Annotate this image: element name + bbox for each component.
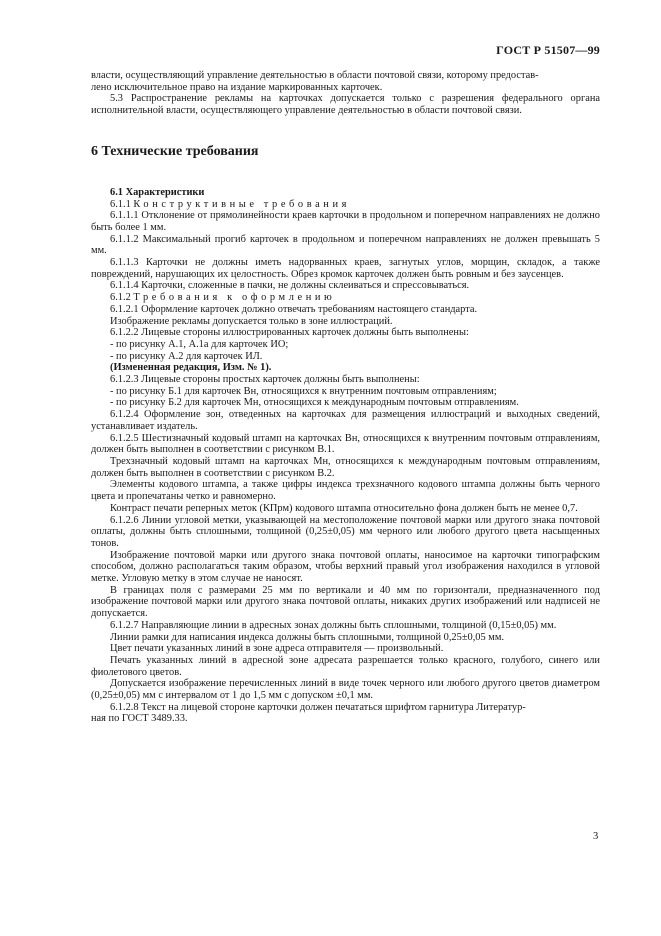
clause-6-1-2-5: 6.1.2.5 Шестизначный кодовый штамп на карточках Вн, относящихся к внутренним почтовым отправлениям, должен быть выполнен в соответствии с рисунком В.1. xyxy=(91,432,600,456)
paragraph-continuation: власти, осуществляющий управление деятельностью в области почтовой связи, которому предостав- лено исключительное право на издание маркированных карточек. xyxy=(91,70,539,93)
list-item: - по рисунку Б.1 для карточек Вн, относящихся к внутренним почтовым отправлениям; xyxy=(110,385,497,397)
page-number: 3 xyxy=(593,831,599,842)
clause-title-spaced: Требования к оформлению xyxy=(133,292,336,304)
clause-number: 6.1.1 xyxy=(110,198,131,210)
paragraph-5-3: 5.3 Распространение рекламы на карточках допускается только с разрешения федерального органа исполнительной власти, осуществляющего управление деятельностью в области почтовой связи. xyxy=(91,93,600,117)
clause-6-1-2-5-text: Элементы кодового штампа, а также цифры индекса трехзначного кодового штампа должны быть черного цвета и пропечатаны четко и равномерно. xyxy=(91,479,600,503)
clause-number: 6.1.2 xyxy=(110,292,131,304)
clause-6-1-2-2: 6.1.2.2 Лицевые стороны иллюстрированных карточек должны быть выполнены: xyxy=(110,327,469,339)
clause-6-1-1-heading xyxy=(91,199,600,211)
clause-6-1-2-heading xyxy=(91,292,600,304)
clause-6-1-2-6-text: Изображение почтовой марки или другого знака почтовой оплаты, наносимое на карточки типографским способом, должно располагаться таким образом, чтобы верхний правый угол изображения находился в угловой метке. Угловую метку в этом случае не наносят. xyxy=(91,549,600,585)
clause-6-1-1-3: 6.1.1.3 Карточки не должны иметь надорванных краев, загнутых углов, морщин, складок, а также повреждений, нарушающих их целостность. Обрез кромок карточек должен быть ровным и без заусенцев. xyxy=(91,257,600,280)
clause-6-1-2-5-text: Контраст печати реперных меток (КПрм) кодового штампа относительно фона должен быть не менее 0,7. xyxy=(110,502,578,514)
clause-6-1-2-7-text: Допускается изображение перечисленных линий в виде точек черного или любого другого цветов диаметром (0,25±0,05) мм с интервалом от 1 до 1,5 мм с допуском ±0,1 мм. xyxy=(91,678,600,702)
clause-6-1-2-4: 6.1.2.4 Оформление зон, отведенных на карточках для размещения иллюстраций и выходных сведений, устанавливает издатель. xyxy=(91,409,600,432)
amendment-note: (Измененная редакция, Изм. № 1). xyxy=(110,362,272,374)
clause-6-1-2-5-text: Трехзначный кодовый штамп на карточках Мн, относящихся к международным почтовым отправлениям, должен быть выполнен в соответствии с рисунком В.2. xyxy=(91,455,600,479)
document-body xyxy=(91,70,600,725)
clause-6-1-2-7-text: Линии рамки для написания индекса должны быть сплошными, толщиной 0,25±0,05 мм. xyxy=(110,631,505,643)
clause-6-1-1-2: 6.1.1.2 Максимальный прогиб карточек в продольном и поперечном направлениях не должен превышать 5 мм. xyxy=(91,233,600,257)
clause-6-1-2-1-text: Изображение рекламы допускается только в зоне иллюстраций. xyxy=(110,315,393,327)
clause-title-spaced: Конструктивные требования xyxy=(133,198,351,210)
list-item: - по рисунку А.1, А.1а для карточек ИО; xyxy=(110,338,289,350)
clause-6-1-2-6: 6.1.2.6 Линии угловой метки, указывающей на местоположение почтовой марки или другого знака почтовой оплаты, должны быть сплошными, толщиной (0,25±0,05) мм черного или любого другого цвета насыщенных тонов. xyxy=(91,514,600,549)
subsection-title: 6.1 Характеристики xyxy=(110,186,205,198)
clause-6-1-2-7-text: Цвет печати указанных линий в зоне адреса отправителя — произвольный. xyxy=(110,643,444,655)
clause-6-1-2-3: 6.1.2.3 Лицевые стороны простых карточек должны быть выполнены: xyxy=(110,374,420,386)
clause-6-1-2-6-text: В границах поля с размерами 25 мм по вертикали и 40 мм по горизонтали, предназначенного под изображение почтовой марки или другого знака почтовой оплаты, никаких других изображений или надписей не допускается. xyxy=(91,584,600,620)
list-item: - по рисунку А.2 для карточек ИЛ. xyxy=(110,350,263,362)
standard-code-header: ГОСТ Р 51507—99 xyxy=(496,43,600,57)
clause-6-1-2-7: 6.1.2.7 Направляющие линии в адресных зонах должны быть сплошными, толщиной (0,15±0,05) мм. xyxy=(110,619,557,631)
clause-6-1-2-1: 6.1.2.1 Оформление карточек должно отвечать требованиям настоящего стандарта. xyxy=(110,303,478,315)
clause-6-1-2-8: 6.1.2.8 Текст на лицевой стороне карточки должен печататься шрифтом гарнитура Литератур- ная по ГОСТ 3489.33. xyxy=(91,701,526,725)
clause-6-1-1-1: 6.1.1.1 Отклонение от прямолинейности краев карточки в продольном и поперечном направлениях не должно быть более 1 мм. xyxy=(91,210,600,233)
clause-6-1-1-4: 6.1.1.4 Карточки, сложенные в пачки, не должны склеиваться и спрессовываться. xyxy=(110,280,470,292)
list-item: - по рисунку Б.2 для карточек Мн, относящихся к международным почтовым отправлениям. xyxy=(110,397,519,409)
clause-6-1-2-7-text: Печать указанных линий в адресной зоне адресата разрешается только красного, голубого, синего или фиолетового цветов. xyxy=(91,654,600,678)
section-title: 6 Технические требования xyxy=(91,143,259,159)
